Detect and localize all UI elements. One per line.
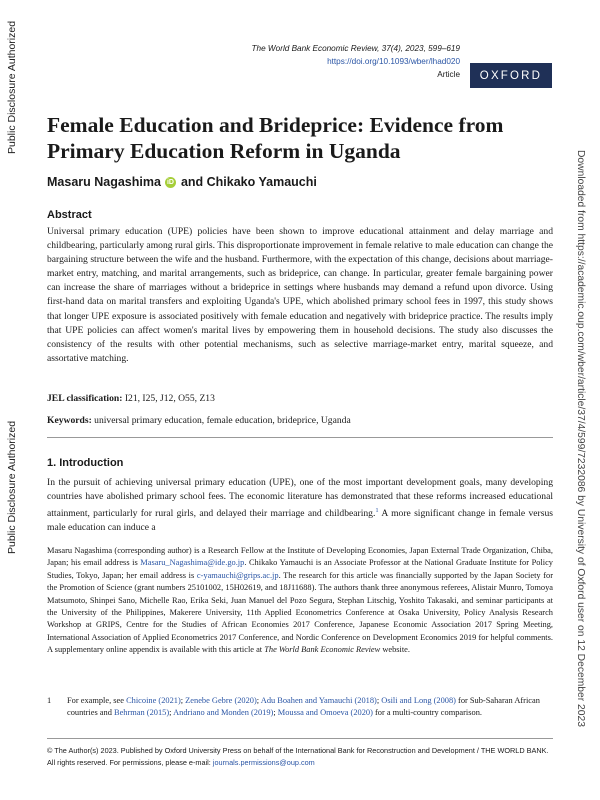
author-note-text: . The research for this article was financially supported by the Japan Society for the Promotion of Science (grant numbers 25101002, 15H02619, and 18J11688). The authors thank three anonymous referees, Alistair Munro, Tomoya Matsumoto, Shinpei Sano, Michelle Rao, Erika Seki, Juan Manuel del Pozo Segura, Stephan Litschig, Yoshito Takasaki, and seminar participants at the University of the Philippines, Makerere University, 11th Applied Econometrics Conference at Osaka University, Policy Analysis Research Workshop at GRIPS, Centre for the Studies of African Economies 2017 Conference, Japanese Economic Association 2017 Spring Meeting, International Association of Applied Econometrics 2017 Conference, and Nordic Conference on Development Economics 2019 for helpful comments. A supplementary online appendix is available with this article at <box>47 570 554 655</box>
download-notice: Downloaded from https://academic.oup.com/wber/article/37/4/599/7232086 by University of Oxford user on 12 December 2023 <box>575 150 586 727</box>
footnote-text-part: For example, see <box>67 696 127 705</box>
sidebar-left-bottom <box>6 420 20 554</box>
intro-text-cont: A more significant change in female versus male education can induce a <box>47 508 553 534</box>
jel-line <box>47 393 215 404</box>
footnote-text-part: for a multi-country comparison. <box>372 708 482 718</box>
intro-paragraph <box>47 476 553 535</box>
doi-link[interactable]: https://doi.org/10.1093/wber/lhad020 <box>327 57 460 66</box>
copyright-line-2 <box>47 757 553 769</box>
disclosure-label-bottom: Public Disclosure Authorized <box>6 420 18 554</box>
citation-link[interactable]: Adu Boahen and Yamauchi (2018) <box>260 696 377 705</box>
author-note-text: . Chikako Yamauchi is an Associate Professor at the National Graduate Institute for Policy Studies, Tokyo, Japan; her email address is <box>47 558 553 580</box>
citation-link[interactable]: Chicoine (2021) <box>126 696 181 705</box>
divider <box>47 738 553 739</box>
section-heading: 1. Introduction <box>47 457 124 469</box>
sep: ; <box>180 696 186 705</box>
email-link[interactable]: Masaru_Nagashima@ide.go.jp <box>140 558 245 568</box>
journal-header <box>252 42 460 81</box>
copyright-line-1: © The Author(s) 2023. Published by Oxford University Press on behalf of the International Bank for Reconstruction and Development / THE WORLD BANK. <box>47 746 549 755</box>
email-link[interactable]: c-yamauchi@grips.ac.jp <box>196 570 279 580</box>
author-note <box>47 545 553 657</box>
author-note-text: website. <box>380 645 410 655</box>
sep: ; <box>376 696 382 705</box>
permissions-email-link[interactable]: journals.permissions@oup.com <box>212 757 315 767</box>
sidebar-right <box>574 150 586 770</box>
sidebar-left-top <box>6 20 20 154</box>
author-line <box>47 175 317 189</box>
article-type: Article <box>437 70 460 79</box>
copyright-notice <box>47 745 553 768</box>
author-second: and Chikako Yamauchi <box>180 175 317 189</box>
intro-text: In the pursuit of achieving universal primary education (UPE), one of the most important development goals, many developing countries have abolished primary school fees. The economic literature has demonstrated that these reforms increased educational attainment, particularly for rural girls, and delayed their marriage and childbearing. <box>47 477 553 520</box>
jel-value: I21, I25, J12, O55, Z13 <box>124 393 215 404</box>
journal-citation: The World Bank Economic Review, 37(4), 2023, 599–619 <box>251 44 460 53</box>
keywords-line <box>47 415 351 426</box>
footnote-number: 1 <box>47 696 52 705</box>
abstract-heading: Abstract <box>47 209 92 221</box>
citation-link[interactable]: Andriano and Monden (2019) <box>173 708 274 718</box>
citation-link[interactable]: Osili and Long (2008) <box>381 696 456 705</box>
divider <box>47 437 553 438</box>
citation-link[interactable]: Moussa and Omoeva (2020) <box>277 708 373 718</box>
sep: ; <box>273 708 278 718</box>
author-note-text: Masaru Nagashima (corresponding author) is a Research Fellow at the Institute of Developing Economies, Japan External Trade Organization, Chiba, Japan; his email address is <box>47 546 553 568</box>
jel-label: JEL classification: <box>47 393 123 404</box>
footnote-text <box>67 695 553 720</box>
oxford-logo: OXFORD <box>470 63 552 88</box>
author-first: Masaru Nagashima <box>47 175 161 189</box>
footnote <box>47 695 553 720</box>
disclosure-label-top: Public Disclosure Authorized <box>6 20 18 154</box>
footnote-text-part: for Sub-Saharan African countries and <box>67 696 540 718</box>
abstract-text: Universal primary education (UPE) policies have been shown to improve educational attainment and delay marriage and childbearing, particularly among rural girls. This disproportionate improvement in female relative to male education can change the bargaining structure between the wife and the husband. Furthermore, with the expectation of this change, decisions about marriage-market entry, matching, and marital arrangements, such as brideprice, can change. In particular, greater female bargaining power can increase the share of marriages without a brideprice in settings where husbands may demand a refund upon divorce. Using first-hand data on marital transfers and exploiting Uganda's UPE, which abolished primary school fees in 1997, this study shows that longer UPE exposure is associated positively with female education and negatively with brideprice practice. The results imply that UPE policies can affect women's marital lives by empowering them in household decisions. The study also discusses the consistency of the results with other potential mechanisms, such as selective marriage-market entry, marital squeeze, and assortative matching. <box>47 226 553 364</box>
sep: ; <box>169 708 174 718</box>
article-title: Female Education and Brideprice: Evidence from Primary Education Reform in Uganda <box>47 113 504 163</box>
keywords-label: Keywords: <box>47 415 92 426</box>
footnote-ref[interactable]: 1 <box>375 507 379 514</box>
journal-name: The World Bank Economic Review <box>264 645 381 655</box>
copyright-text: All rights reserved. For permissions, please e-mail: <box>47 757 213 767</box>
citation-link[interactable]: Zenebe Gebre (2020) <box>185 696 257 705</box>
citation-link[interactable]: Behrman (2015) <box>113 708 170 718</box>
keywords-value: universal primary education, female education, brideprice, Uganda <box>94 415 351 426</box>
sep: ; <box>256 696 261 705</box>
orcid-icon[interactable]: iD <box>166 178 174 186</box>
